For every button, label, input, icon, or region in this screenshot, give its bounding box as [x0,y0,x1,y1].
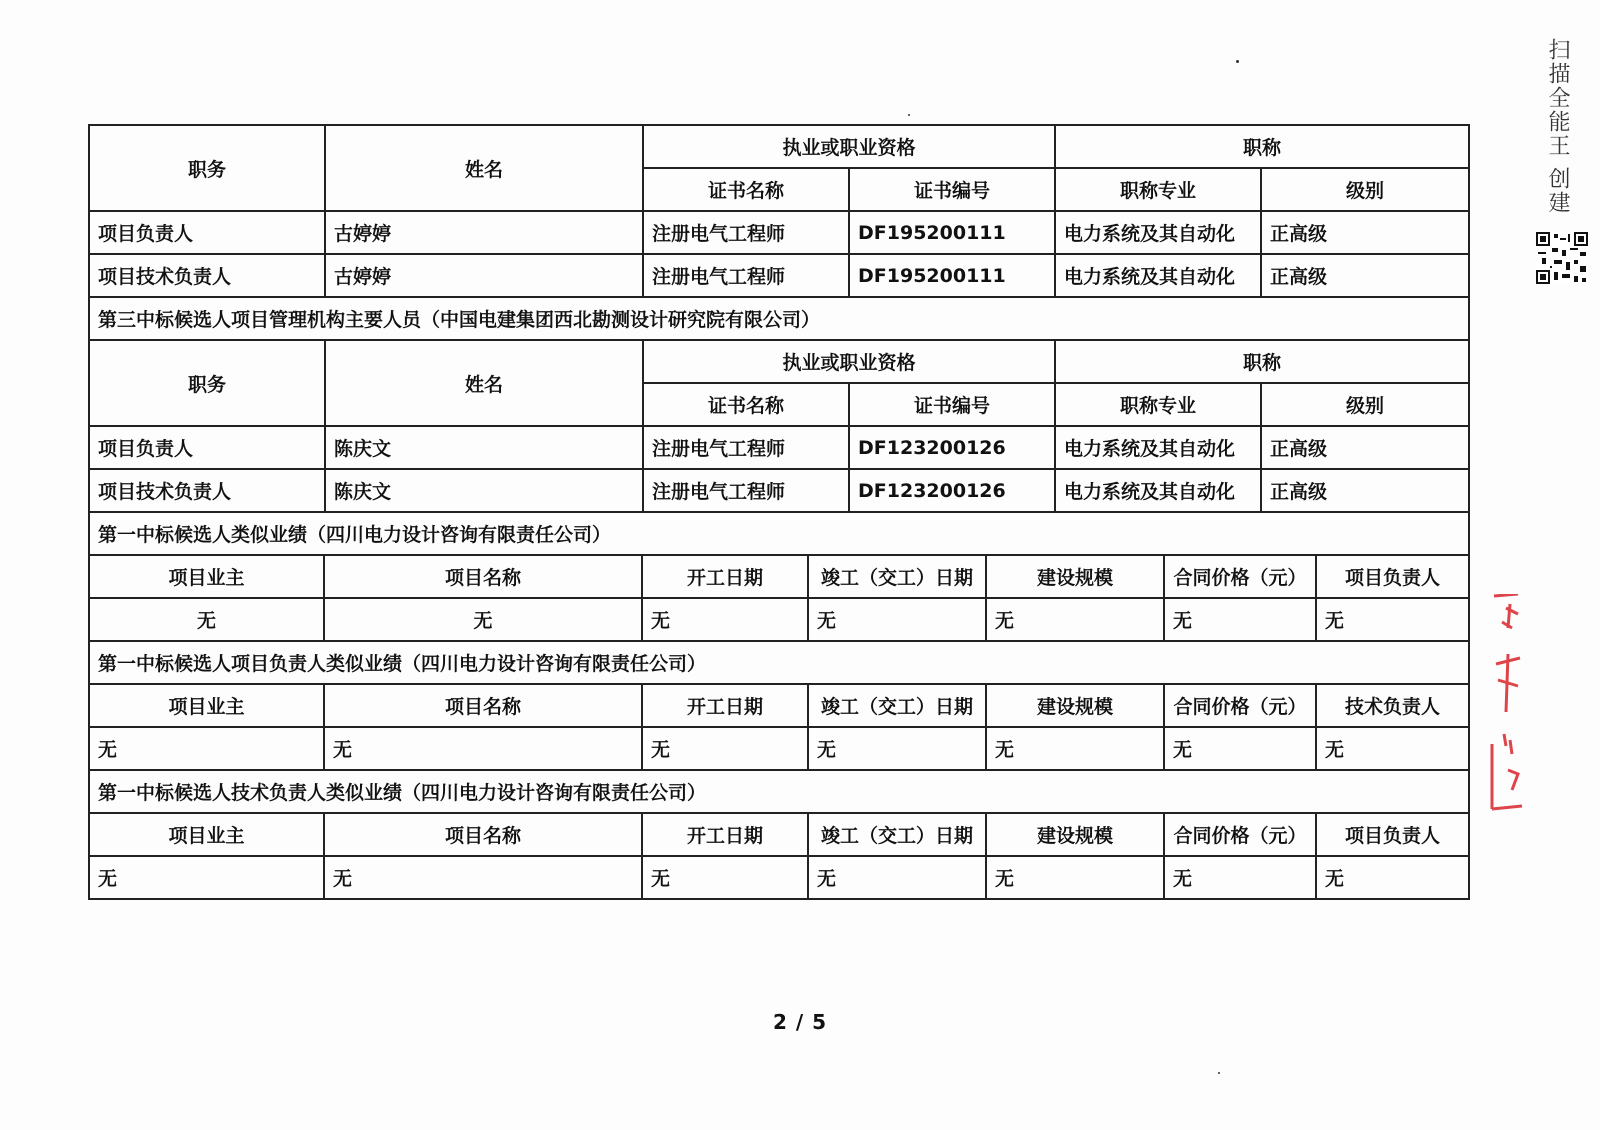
table-row [89,856,1469,899]
header-contract-price: 合同价格（元） [1164,684,1316,727]
header-start-date: 开工日期 [642,684,808,727]
header-technical-leader: 技术负责人 [1316,684,1469,727]
cell-cert-number: DF123200126 [849,469,1055,512]
cell-project-name: 无 [324,856,642,899]
header-name: 姓名 [325,125,643,211]
section-title-first-candidate-performance: 第一中标候选人类似业绩（四川电力设计咨询有限责任公司） [89,512,1469,555]
cell-project-name: 无 [324,598,642,641]
header-project-leader: 项目负责人 [1316,813,1469,856]
cell-name: 陈庆文 [325,469,643,512]
header-contract-price: 合同价格（元） [1164,813,1316,856]
table-row [89,426,1469,469]
header-project-owner: 项目业主 [89,555,324,598]
header-project-leader: 项目负责人 [1316,555,1469,598]
cell-cert-name: 注册电气工程师 [643,426,849,469]
header-qualification: 执业或职业资格 [643,340,1055,383]
table-row [89,469,1469,512]
cell-title-major: 电力系统及其自动化 [1055,426,1261,469]
cell-name: 陈庆文 [325,426,643,469]
cell-scale: 无 [986,727,1164,770]
cell-role: 项目负责人 [89,211,325,254]
cell-contract-price: 无 [1164,856,1316,899]
cell-completion-date: 无 [808,598,986,641]
header-level: 级别 [1261,383,1469,426]
cell-cert-name: 注册电气工程师 [643,254,849,297]
header-professional-title: 职称 [1055,340,1469,383]
cell-level: 正高级 [1261,254,1469,297]
scan-speck [1218,1072,1220,1074]
header-scale: 建设规模 [986,684,1164,727]
cell-completion-date: 无 [808,727,986,770]
cell-name: 古婷婷 [325,254,643,297]
header-completion-date: 竣工（交工）日期 [808,555,986,598]
header-completion-date: 竣工（交工）日期 [808,684,986,727]
cell-title-major: 电力系统及其自动化 [1055,254,1261,297]
table-row [89,254,1469,297]
document-sheet [88,124,1468,900]
cell-start-date: 无 [642,856,808,899]
page-number: 2 / 5 [772,1010,828,1034]
cell-completion-date: 无 [808,856,986,899]
header-level: 级别 [1261,168,1469,211]
header-title-major: 职称专业 [1055,168,1261,211]
cell-contract-price: 无 [1164,727,1316,770]
header-scale: 建设规模 [986,813,1164,856]
cell-leader: 无 [1316,727,1469,770]
section-title-tech-leader-performance: 第一中标候选人技术负责人类似业绩（四川电力设计咨询有限责任公司） [89,770,1469,813]
cell-leader: 无 [1316,856,1469,899]
cell-project-name: 无 [324,727,642,770]
header-title-major: 职称专业 [1055,383,1261,426]
header-scale: 建设规模 [986,555,1164,598]
table-row [89,211,1469,254]
header-project-name: 项目名称 [324,555,642,598]
header-start-date: 开工日期 [642,555,808,598]
scanner-watermark: 扫描全能王 创建 [1545,38,1570,215]
cell-owner: 无 [89,856,324,899]
scan-speck [1236,60,1239,63]
header-cert-number: 证书编号 [849,383,1055,426]
cell-start-date: 无 [642,598,808,641]
cell-level: 正高级 [1261,211,1469,254]
header-cert-name: 证书名称 [643,383,849,426]
cell-role: 项目技术负责人 [89,254,325,297]
section-title-leader-performance: 第一中标候选人项目负责人类似业绩（四川电力设计咨询有限责任公司） [89,641,1469,684]
header-cert-name: 证书名称 [643,168,849,211]
cell-cert-number: DF195200111 [849,211,1055,254]
cell-owner: 无 [89,598,324,641]
cell-role: 项目负责人 [89,426,325,469]
cell-cert-name: 注册电气工程师 [643,211,849,254]
section-title-third-candidate: 第三中标候选人项目管理机构主要人员（中国电建集团西北勘测设计研究院有限公司） [89,297,1469,340]
cell-scale: 无 [986,856,1164,899]
qr-code-icon [1536,232,1588,284]
header-project-name: 项目名称 [324,684,642,727]
header-role: 职务 [89,340,325,426]
cell-title-major: 电力系统及其自动化 [1055,469,1261,512]
scan-speck [908,114,910,116]
cell-title-major: 电力系统及其自动化 [1055,211,1261,254]
header-project-owner: 项目业主 [89,813,324,856]
cell-contract-price: 无 [1164,598,1316,641]
header-project-owner: 项目业主 [89,684,324,727]
header-contract-price: 合同价格（元） [1164,555,1316,598]
cell-owner: 无 [89,727,324,770]
header-qualification: 执业或职业资格 [643,125,1055,168]
header-project-name: 项目名称 [324,813,642,856]
header-cert-number: 证书编号 [849,168,1055,211]
cell-name: 古婷婷 [325,211,643,254]
cell-scale: 无 [986,598,1164,641]
cell-leader: 无 [1316,598,1469,641]
header-completion-date: 竣工（交工）日期 [808,813,986,856]
cell-start-date: 无 [642,727,808,770]
header-name: 姓名 [325,340,643,426]
performance-table [88,511,1470,900]
table-row [89,598,1469,641]
cell-level: 正高级 [1261,426,1469,469]
header-start-date: 开工日期 [642,813,808,856]
red-seal-stamp [1488,594,1528,814]
cell-role: 项目技术负责人 [89,469,325,512]
header-professional-title: 职称 [1055,125,1469,168]
cell-cert-number: DF195200111 [849,254,1055,297]
header-role: 职务 [89,125,325,211]
table-row [89,727,1469,770]
personnel-table-1 [88,124,1470,513]
cell-level: 正高级 [1261,469,1469,512]
cell-cert-name: 注册电气工程师 [643,469,849,512]
cell-cert-number: DF123200126 [849,426,1055,469]
